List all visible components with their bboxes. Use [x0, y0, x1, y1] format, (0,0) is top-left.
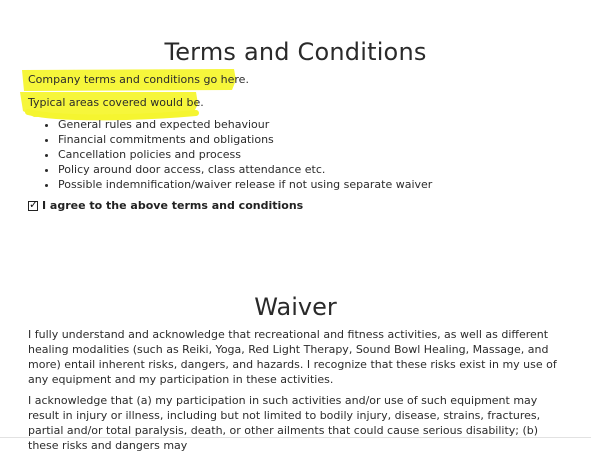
agree-terms-checkbox[interactable]: [28, 197, 39, 211]
list-item: • Possible indemnification/waiver release if not using separate waiver: [58, 177, 432, 192]
terms-intro-line-2: Typical areas covered would be.: [28, 96, 204, 109]
waiver-paragraph-2: I acknowledge that (a) my participation in such activities and/or use of such equipment may result in injury or illness, including but not limited to bodily injury, disease, strains, fractures, partial and/or total paralysis, death, or other ailments that could cause serious disability; (b) these risks and dangers may: [28, 394, 541, 452]
agree-terms-label[interactable]: I agree to the above terms and conditions: [42, 199, 304, 212]
divider: [0, 437, 591, 438]
page-title: Terms and Conditions: [164, 38, 427, 66]
checkmark-icon: ✓: [29, 197, 39, 211]
waiver-title: Waiver: [254, 293, 337, 321]
terms-covered-list: [28, 117, 432, 192]
waiver-paragraph-1: I fully understand and acknowledge that recreational and fitness activities, as well as different healing modalities (such as Reiki, Yoga, Red Light Therapy, Sound Bowl Healing, Massage, and more) entail inherent risks, dangers, and hazards. I recognize that these risks exist in my use of any equipment and my participation in these activities.: [28, 328, 557, 386]
terms-intro-line-1: Company terms and conditions go here.: [28, 73, 249, 86]
list-item: • Financial commitments and obligations: [58, 132, 432, 147]
list-item: • Policy around door access, class attendance etc.: [58, 162, 432, 177]
list-item: • Cancellation policies and process: [58, 147, 432, 162]
agree-terms-row[interactable]: [28, 199, 303, 212]
list-item: • General rules and expected behaviour: [58, 117, 432, 132]
